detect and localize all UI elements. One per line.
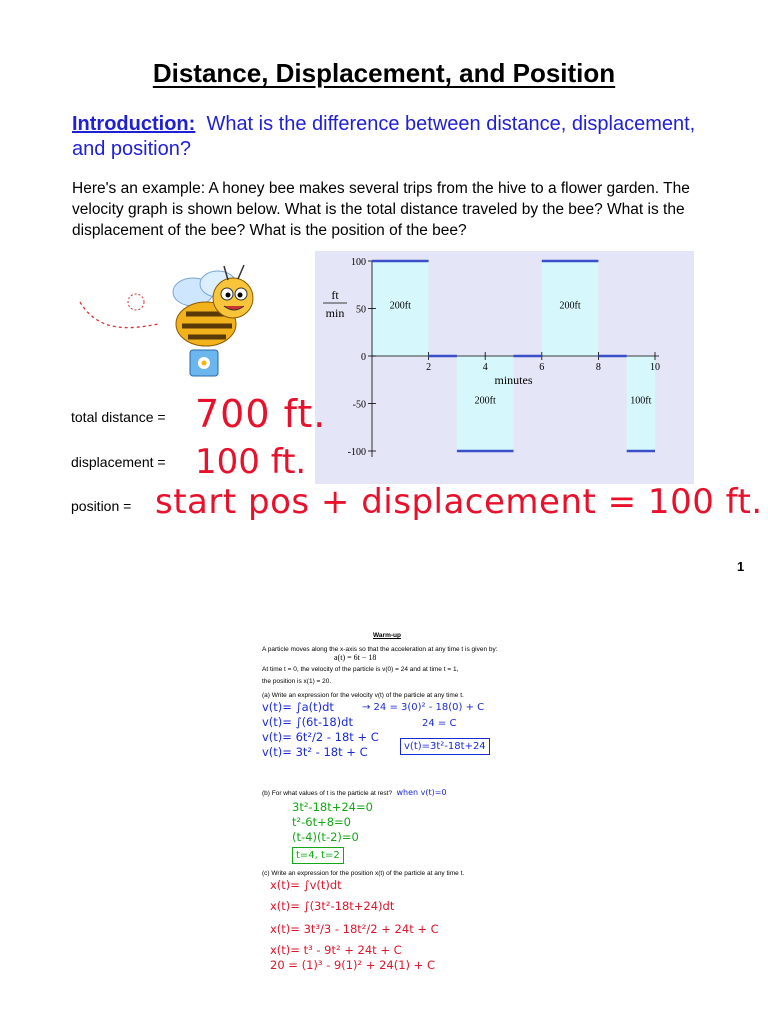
part-b-answer-box: t=4, t=2 — [292, 847, 344, 864]
part-c-work — [262, 878, 512, 973]
part-a-line-2: v(t)= ∫(6t-18)dt — [262, 715, 353, 729]
part-b-line-3: (t-4)(t-2)=0 — [292, 830, 359, 844]
part-a-question: (a) Write an expression for the velocity v(t) of the particle at any time t. — [262, 692, 464, 699]
total-distance-answer: 700 ft. — [195, 392, 327, 436]
page-number: 1 — [737, 559, 745, 574]
warmup-problem: A particle moves along the x-axis so that the acceleration at any time t is given by: — [262, 646, 498, 653]
part-a-line-4: v(t)= 3t² - 18t + C — [262, 745, 368, 759]
intro-paragraph — [72, 112, 712, 162]
y-tick-label-3: -50 — [352, 399, 366, 411]
part-a-line-1: v(t)= ∫a(t)dt — [262, 700, 334, 714]
position-answer: start pos + displacement = 100 ft. — [155, 482, 763, 522]
y-axis-label-top: ft — [331, 288, 339, 302]
displacement-label: displacement = — [71, 454, 166, 470]
segment-label-4: 200ft — [559, 300, 581, 312]
bee-loop-path — [128, 294, 144, 310]
displacement-answer: 100 ft. — [195, 442, 307, 482]
part-b-note: when v(t)=0 — [396, 788, 447, 797]
warmup-given-1: At time t = 0, the velocity of the particle is v(0) = 24 and at time t = 1, — [262, 666, 459, 673]
part-a-work — [262, 700, 512, 776]
x-tick-label-2: 6 — [539, 362, 545, 373]
part-c-question: (c) Write an expression for the position x(t) of the particle at any time t. — [262, 870, 465, 877]
part-c-line-1: x(t)= ∫v(t)dt — [270, 878, 342, 892]
velocity-chart — [315, 251, 694, 484]
bee-head — [213, 278, 253, 318]
warmup-heading: Warm-up — [373, 632, 401, 639]
example-paragraph: Here's an example: A honey bee makes several trips from the hive to a flower garden. The velocity graph is shown below. What is the total distance traveled by the bee? What is the displacement of the bee? What is the position of the bee? — [72, 180, 690, 239]
bee-flight-path — [80, 302, 158, 328]
x-tick-label-1: 4 — [482, 362, 488, 373]
intro-label: Introduction: — [72, 113, 196, 135]
y-tick-label-1: 50 — [356, 304, 366, 316]
intro-text: What is the difference between distance, displacement, and position? — [72, 113, 696, 160]
x-tick-label-0: 2 — [426, 362, 432, 373]
part-a-line-3: v(t)= 6t²/2 - 18t + C — [262, 730, 379, 744]
segment-label-6: 100ft — [630, 395, 652, 407]
velocity-graph — [315, 251, 694, 484]
part-b-question: (b) For what values of t is the particle at rest? — [262, 790, 393, 797]
part-c-line-4: x(t)= t³ - 9t² + 24t + C — [270, 943, 402, 957]
part-a-side-2: 24 = C — [422, 718, 457, 729]
part-b-row — [262, 782, 512, 800]
y-axis-label-bottom: min — [325, 306, 345, 320]
part-a-answer-box: v(t)=3t²-18t+24 — [400, 738, 490, 755]
part-b-work — [262, 800, 512, 864]
part-b-line-2: t²-6t+8=0 — [292, 815, 351, 829]
position-label: position = — [71, 498, 132, 514]
y-tick-label-4: -100 — [347, 447, 366, 458]
part-c-line-3: x(t)= 3t³/3 - 18t²/2 + 24t + C — [270, 922, 439, 936]
page-title: Distance, Displacement, and Position — [152, 58, 616, 88]
warmup-given-2: the position is x(1) = 20. — [262, 678, 332, 685]
bee-illustration — [78, 262, 263, 387]
segment-label-0: 200ft — [389, 300, 411, 312]
y-tick-label-0: 100 — [351, 257, 366, 268]
x-axis-label: minutes — [494, 373, 533, 387]
x-tick-label-3: 8 — [595, 362, 601, 373]
total-distance-label: total distance = — [71, 409, 166, 425]
x-tick-label-4: 10 — [650, 362, 660, 373]
y-tick-label-2: 0 — [361, 352, 366, 363]
warmup-accel: a(t) = 6t − 18 — [334, 653, 377, 662]
part-b-line-1: 3t²-18t+24=0 — [292, 800, 373, 814]
part-c-line-2: x(t)= ∫(3t²-18t+24)dt — [270, 899, 395, 913]
part-a-side-1: → 24 = 3(0)² - 18(0) + C — [362, 702, 485, 713]
segment-label-2: 200ft — [474, 395, 496, 407]
warmup-worksheet — [262, 632, 512, 973]
part-c-line-5: 20 = (1)³ - 9(1)² + 24(1) + C — [270, 958, 436, 972]
